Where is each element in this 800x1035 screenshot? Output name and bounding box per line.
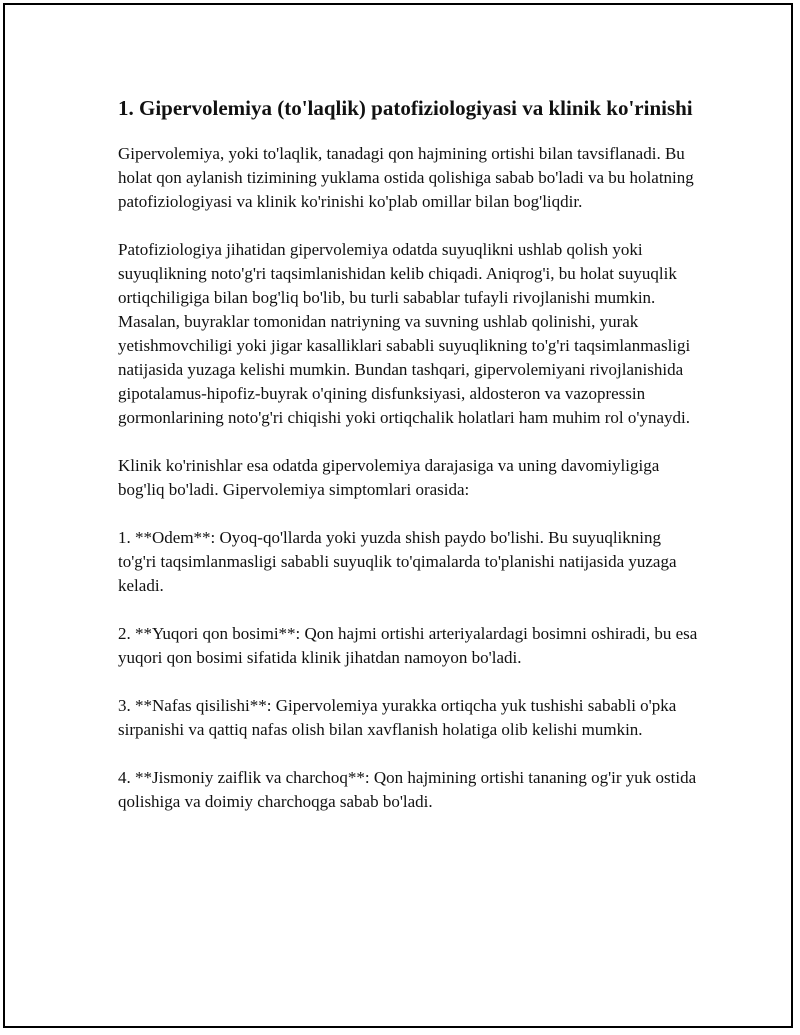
paragraph-intro: Gipervolemiya, yoki to'laqlik, tanadagi qon hajmining ortishi bilan tavsiflanadi. Bu holat qon aylanish tizimining yuklama ostida qolishiga sabab bo'ladi va bu holatning patofiziologiyasi va klinik ko'rinishi ko'plab omillar bilan bog'liqdir. — [118, 144, 694, 211]
document-heading: 1. Gipervolemiya (to'laqlik) patofiziologiyasi va klinik ko'rinishi — [118, 96, 693, 120]
paragraph-clinical: Klinik ko'rinishlar esa odatda gipervolemiya darajasiga va uning davomiyligiga bog'liq bo'ladi. Gipervolemiya simptomlari orasida: — [118, 456, 660, 499]
list-item-fatigue: 4. **Jismoniy zaiflik va charchoq**: Qon hajmining ortishi tananing og'ir yuk ostida qolishiga va doimiy charchoqga sabab bo'ladi. — [118, 768, 697, 811]
paragraph-pathophysiology: Patofiziologiya jihatidan gipervolemiya odatda suyuqlikni ushlab qolish yoki suyuqlikning noto'g'ri taqsimlanishidan kelib chiqadi. Aniqrog'i, bu holat suyuqlik ortiqchiligiga bilan bog'liq bo'lib, bu turli sabablar tufayli rivojlanishi mumkin. Masalan, buyraklar tomonidan natriyning va suvning ushlab qolinishi, yurak yetishmovchiligi yoki jigar kasalliklari sababli suyuqlikning to'g'ri taqsimlanmasligi natijasida yuzaga kelishi mumkin. Bundan tashqari, gipervolemiyani rivojlanishida gipotalamus-hipofiz-buyrak o'qining disfunksiyasi, aldosteron va vazopressin gormonlarining noto'g'ri chiqishi yoki ortiqchalik holatlari ham muhim rol o'ynaydi. — [118, 240, 691, 427]
list-item-odem: 1. **Odem**: Oyoq-qo'llarda yoki yuzda shish paydo bo'lishi. Bu suyuqlikning to'g'ri taqsimlanmasligi sababli suyuqlik to'qimalarda to'planishi natijasida yuzaga keladi. — [118, 528, 677, 595]
list-item-blood-pressure: 2. **Yuqori qon bosimi**: Qon hajmi ortishi arteriyalardagi bosimni oshiradi, bu esa yuqori qon bosimi sifatida klinik jihatdan namoyon bo'ladi. — [118, 624, 698, 667]
document-body — [118, 94, 698, 814]
list-item-breathing: 3. **Nafas qisilishi**: Gipervolemiya yurakka ortiqcha yuk tushishi sababli o'pka sirpanishi va qattiq nafas olish bilan xavflanish holatiga olib kelishi mumkin. — [118, 696, 677, 739]
